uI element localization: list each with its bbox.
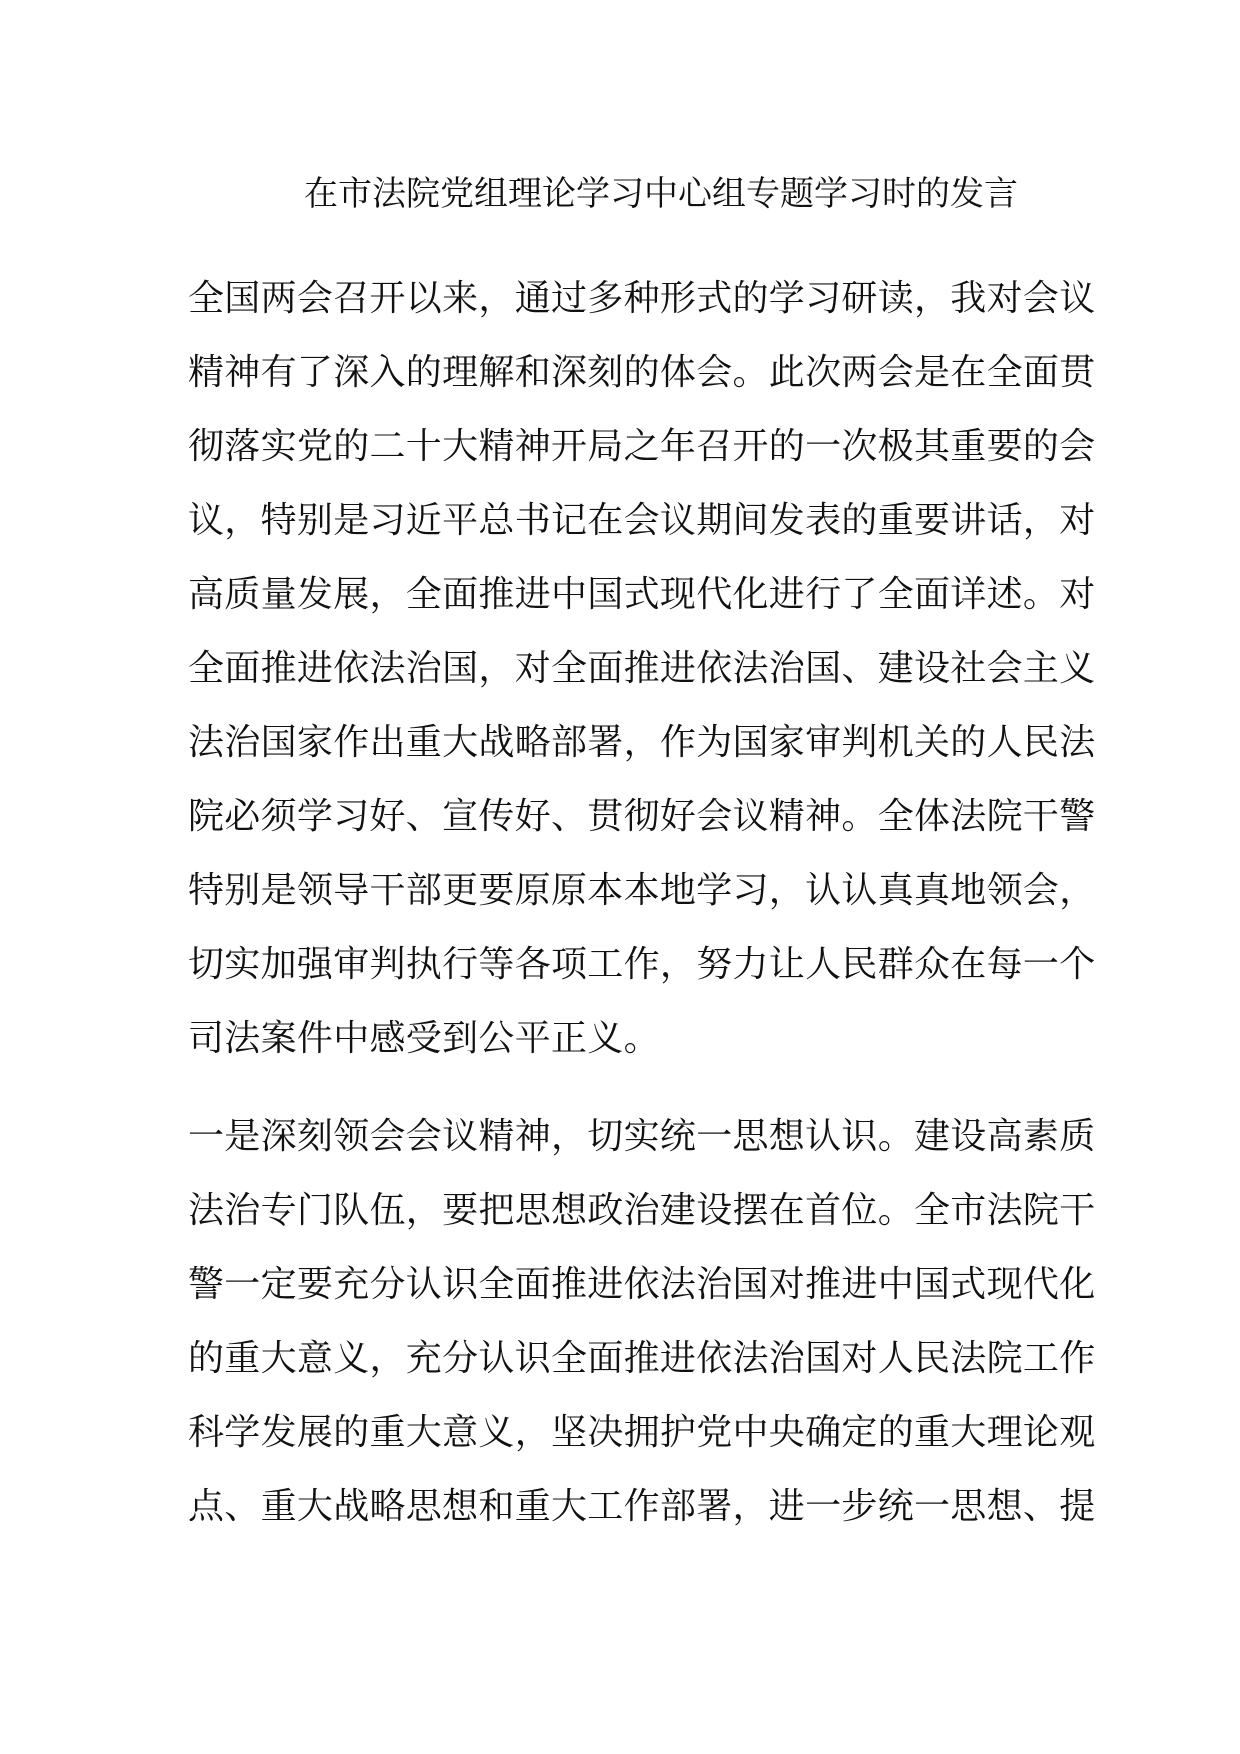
- text-line: 一是深刻领会会议精神，切实统一思想认识。建设高素质: [188, 1116, 1096, 1157]
- text-line: 精神有了深入的理解和深刻的体会。此次两会是在全面贯: [188, 352, 1096, 393]
- text-line: 高质量发展，全面推进中国式现代化进行了全面详述。对: [188, 574, 1096, 615]
- text-line: 院必须学习好、宣传好、贯彻好会议精神。全体法院干警: [188, 796, 1096, 837]
- text-line: 司法案件中感受到公平正义。: [188, 1018, 660, 1059]
- text-line: 全国两会召开以来，通过多种形式的学习研读，我对会议: [188, 278, 1096, 319]
- text-line: 议，特别是习近平总书记在会议期间发表的重要讲话，对: [188, 500, 1096, 541]
- text-line: 法治国家作出重大战略部署，作为国家审判机关的人民法: [188, 722, 1096, 763]
- text-line: 点、重大战略思想和重大工作部署，进一步统一思想、提: [188, 1486, 1096, 1527]
- text-line: 法治专门队伍，要把思想政治建设摆在首位。全市法院干: [188, 1190, 1096, 1231]
- text-line: 彻落实党的二十大精神开局之年召开的一次极其重要的会: [188, 426, 1096, 467]
- text-line: 科学发展的重大意义，坚决拥护党中央确定的重大理论观: [188, 1412, 1096, 1453]
- document-title: 在市法院党组理论学习中心组专题学习时的发言: [304, 174, 1018, 214]
- text-line: 切实加强审判执行等各项工作，努力让人民群众在每一个: [188, 944, 1096, 985]
- text-line: 全面推进依法治国，对全面推进依法治国、建设社会主义: [188, 648, 1096, 689]
- paragraph-intro: [188, 262, 1096, 1076]
- text-line: 的重大意义，充分认识全面推进依法治国对人民法院工作: [188, 1338, 1096, 1379]
- text-line: 特别是领导干部更要原原本本地学习，认认真真地领会，: [188, 870, 1096, 911]
- text-line: 警一定要充分认识全面推进依法治国对推进中国式现代化: [188, 1264, 1096, 1305]
- paragraph-point-one: [188, 1100, 1096, 1544]
